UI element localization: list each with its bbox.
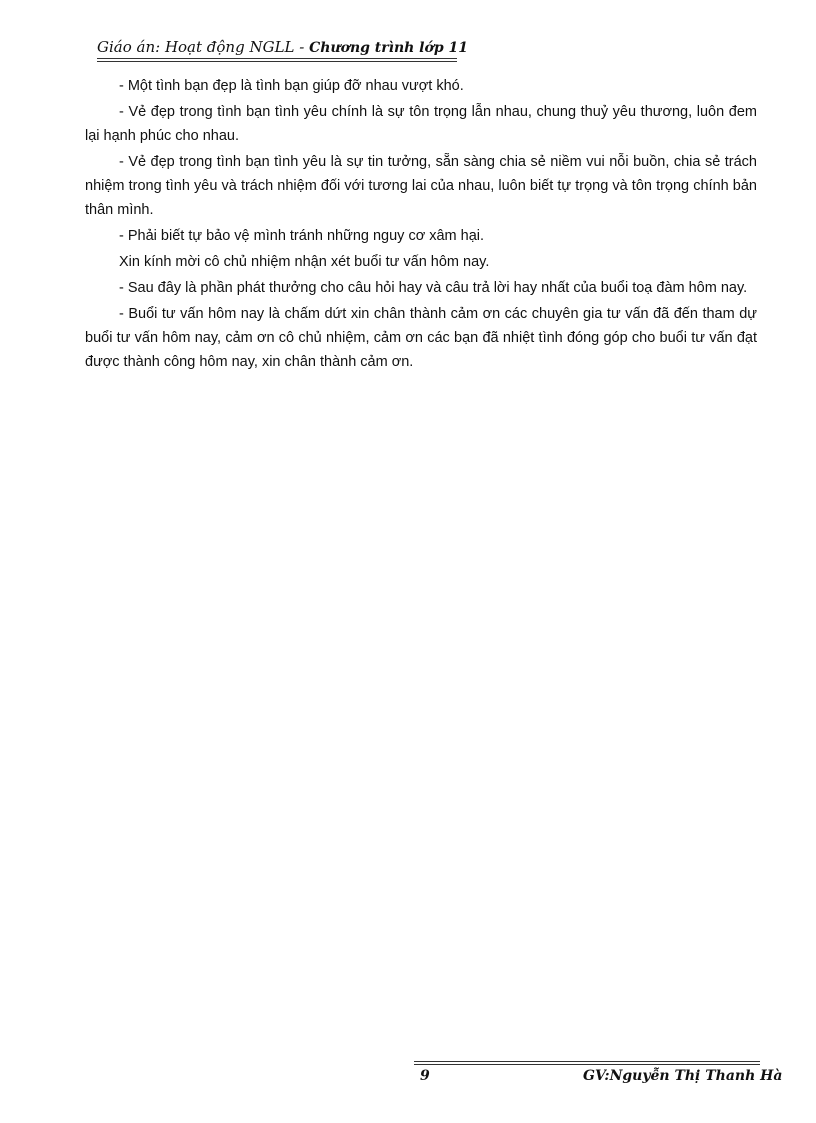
paragraph: - Phải biết tự bảo vệ mình tránh những nguy cơ xâm hại.: [119, 228, 485, 244]
paragraph: - Vẻ đẹp trong tình bạn tình yêu chính là sự tôn trọng lẫn nhau, chung thuỷ yêu thương, luôn đem lại hạnh phúc cho nhau.: [85, 104, 757, 144]
page-number: 9: [420, 1068, 430, 1084]
paragraph: - Buổi tư vấn hôm nay là chấm dứt xin chân thành cảm ơn các chuyên gia tư vấn đã đến tham dự buổi tư vấn hôm nay, cảm ơn cô chủ nhiệm, cảm ơn các bạn đã nhiệt tình đóng góp cho buổi tư vấn đạt được thành công hôm nay, xin chân thành cảm ơn.: [85, 306, 757, 370]
header-title-part2: Chương trình lớp 11: [309, 40, 468, 56]
header-title-part1: Giáo án: Hoạt động NGLL -: [97, 38, 310, 56]
paragraph: - Vẻ đẹp trong tình bạn tình yêu là sự tin tưởng, sẵn sàng chia sẻ niềm vui nỗi buồn, chia sẻ trách nhiệm trong tình yêu và trách nhiệm đối với tương lai của nhau, luôn biết tự trọng và tôn trọng chính bản thân mình.: [85, 154, 757, 218]
paragraph: - Sau đây là phần phát thưởng cho câu hỏi hay và câu trả lời hay nhất của buổi toạ đàm hôm nay.: [119, 280, 748, 296]
document-body: [85, 74, 757, 376]
paragraph: Xin kính mời cô chủ nhiệm nhận xét buổi tư vấn hôm nay.: [119, 254, 490, 270]
footer-author: GV:Nguyễn Thị Thanh Hà: [583, 1068, 783, 1084]
header-title: [97, 38, 468, 56]
footer-rule-double: [414, 1064, 760, 1065]
footer-rule: [414, 1061, 760, 1062]
header-rule-double: [97, 61, 457, 62]
paragraph: - Một tình bạn đẹp là tình bạn giúp đỡ nhau vượt khó.: [119, 78, 464, 94]
page-header: [97, 38, 468, 62]
header-rule: [97, 58, 457, 59]
